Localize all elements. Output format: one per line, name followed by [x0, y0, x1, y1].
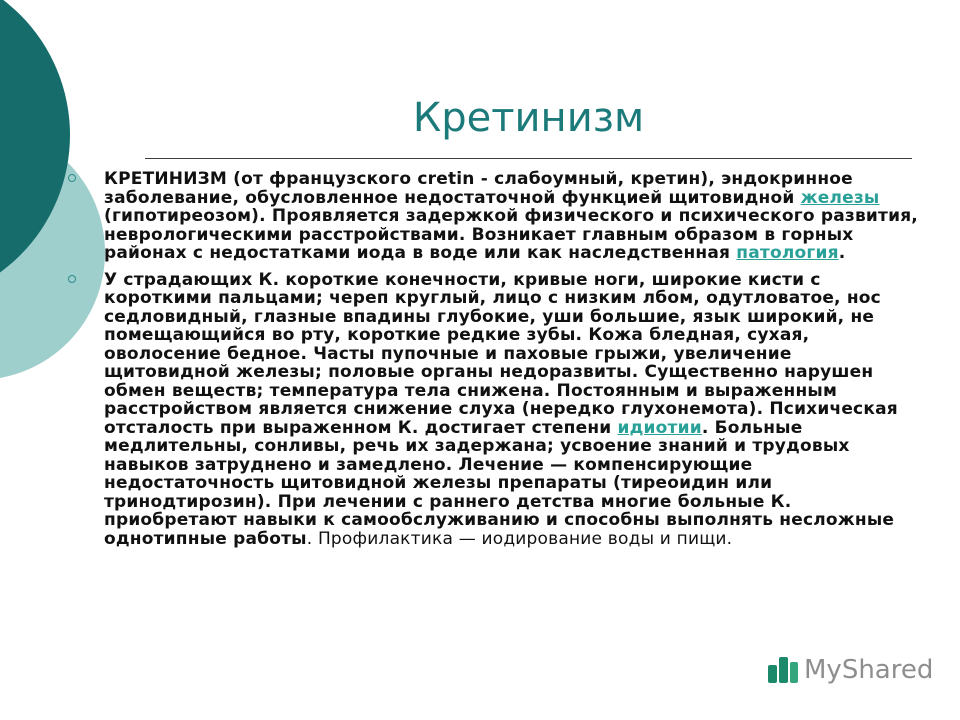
- bullet-paragraph-2: [68, 271, 920, 549]
- text-segment: (гипотиреозом). Проявляется задержкой физического и психического развития, неврологическими расстройствами. Возникает главным образом в горных районах с недостатками иода в воде или как наследственная: [104, 206, 918, 263]
- text-segment: КРЕТИНИЗМ (от французского cretin - слабоумный, кретин), эндокринное заболевание, обусловленное недостаточной функцией щитовидной: [104, 169, 853, 208]
- bullet-paragraph-1: [68, 170, 920, 263]
- link-patologiya[interactable]: патология: [736, 243, 839, 263]
- link-idiotii[interactable]: идиотии: [617, 417, 702, 438]
- bullet-icon: [68, 174, 76, 182]
- slide-content: [68, 170, 920, 556]
- text-segment-regular: . Профилактика — иодирование воды и пищи.: [306, 528, 733, 549]
- bullet-icon: [68, 275, 76, 283]
- text-segment: .: [838, 243, 846, 263]
- slide-title: Кретинизм: [412, 95, 645, 141]
- text-segment: . Больные медлительны, сонливы, речь их задержана; усвоение знаний и трудовых навыков затруднено и замедлено. Лечение — компенсирующие недостаточность щитовидной железы препараты (тиреоидин или тринодтирозин). При лечении с раннего детства многие больные К. приобретают навыки к самообслуживанию и способны выполнять несложные однотипные работы: [104, 417, 895, 549]
- link-zhelezy[interactable]: железы: [800, 187, 880, 208]
- title-divider: [145, 158, 912, 159]
- myshared-logo-icon: [768, 657, 798, 683]
- text-segment: У страдающих К. короткие конечности, кривые ноги, широкие кисти с короткими пальцами; череп круглый, лицо с низким лбом, одутловатое, нос седловидный, глазные впадины глубокие, уши большие, язык широкий, не помещающийся во рту, короткие редкие зубы. Кожа бледная, сухая, оволосение бедное. Часты пупочные и паховые грыжи, увеличение щитовидной железы; половые органы недоразвиты. Существенно нарушен обмен веществ; температура тела снижена. Постоянным и выраженным расстройством является снижение слуха (нередко глухонемота). Психическая отсталость при выраженном К. достигает степени: [104, 269, 898, 438]
- watermark-text: MyShared: [804, 655, 934, 685]
- myshared-watermark: [768, 655, 933, 685]
